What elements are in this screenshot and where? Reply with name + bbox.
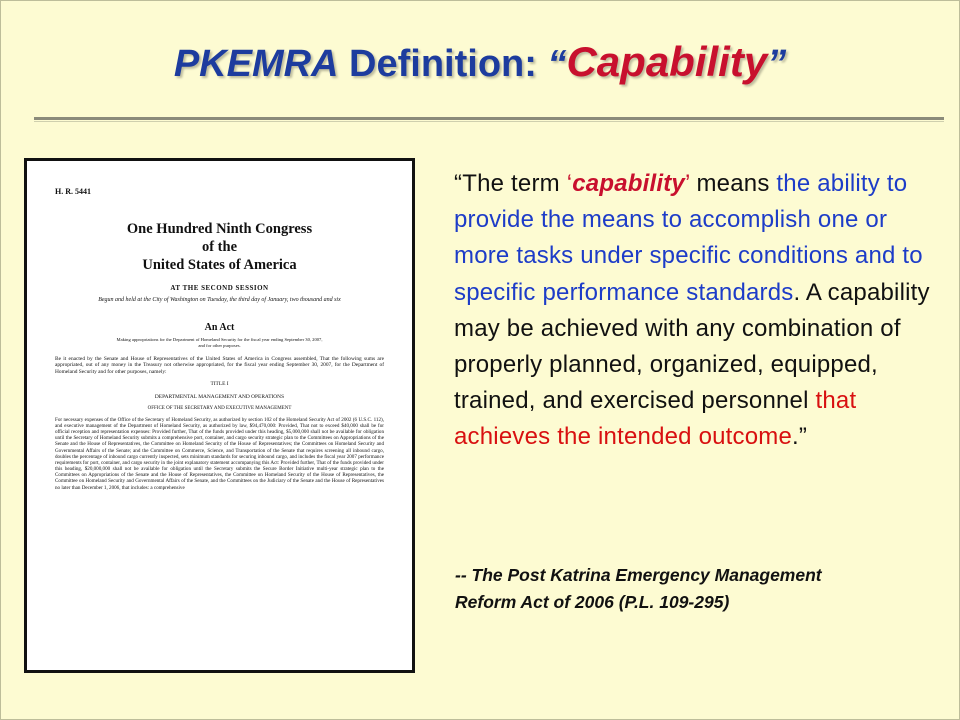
title-i-heading: TITLE I [210, 380, 229, 387]
title-divider-shadow [34, 121, 944, 122]
title-definition: Definition: [338, 43, 548, 85]
definition-means: means [689, 170, 777, 197]
begun-line: Begun and held at the City of Washington on Tuesday, the third day of January, two thousand and six [98, 297, 341, 303]
definition-blue-text: the ability to provide the means to accomplish one or more tasks under specific conditions and to specific performance standards [454, 170, 923, 306]
definition-open-tick: ‘ [566, 170, 573, 197]
definition-open-quote: “ [454, 170, 463, 197]
office-heading: OFFICE OF THE SECRETARY AND EXECUTIVE MANAGEMENT [147, 405, 292, 411]
bill-number: H. R. 5441 [55, 187, 91, 196]
congress-line-3: United States of America [142, 257, 297, 273]
session-line: AT THE SECOND SESSION [170, 284, 269, 292]
definition-attribution: -- The Post Katrina Emergency Management Reform Act of 2006 (P.L. 109-295) [455, 565, 822, 612]
congress-line-2: of the [201, 239, 238, 255]
title-capability: Capability [566, 38, 768, 85]
title-divider [34, 117, 944, 120]
act-heading: An Act [204, 322, 235, 333]
definition-middle-text: . A capability may be achieved with any combination of properly planned, organized, equipped, trained, and exercised personnel [454, 278, 930, 415]
definition-the-term: The term [462, 170, 567, 197]
enacting-clause: Be it enacted by the Senate and House of Representatives of the United States of America in Congress assembled, That the following sums are appropriated, out of any money in the Treasury not otherwise appropriated, for the fiscal year ending September 30, 2007, for the Department of Homeland Security and for other purposes, namely: [55, 356, 384, 375]
bill-body-text: For necessary expenses of the Office of the Secretary of Homeland Security, as authorized by section 102 of the Homeland Security Act of 2002 (6 U.S.C. 112), and executive management of the Department of Homeland Security, as authorized by law, $94,470,000: Provided, That not to exceed $40,000 shall be for official reception and representation expenses: Provided further, That of the funds provided under this heading, $5,000,000 shall not be available for obligation until the Secretary of Homeland Security submits a comprehensive port, container, and cargo security strategic plan to the Committees on Appropriations of the Senate and the House of Representatives, the Committee on Homeland Security of the House of Representatives; the Committees on Homeland Security and Governmental Affairs of the Senate; and the Committee on Commerce, Science, and Transportation of the Senate that requires screening all inbound cargo, doubles the percentage of inbound cargo currently inspected, sets minimum standards for securing inbound cargo, and includes the fiscal year 2007 performance requirements for port, container, and cargo security in the joint explanatory statement accompanying this Act: Provided further, That of the funds provided under this heading, $20,000,000 shall not be available for obligation until the Secretary submits the Secure Border Initiative multi-year strategic plan to the Committees on Appropriations of the Senate and the House of Representatives, the Committee on Homeland Security of the House of Representatives, the Committee on Homeland Security and Governmental Affairs of the Senate, and the Committees on the Judiciary of the Senate and the House of Representatives no later than December 1, 2006, that includes: a comprehensive [55, 416, 384, 491]
definition-red-text: that achieves the intended outcome [454, 387, 857, 451]
bill-document-image [24, 158, 415, 673]
definition-term: capability [572, 170, 685, 197]
congress-heading [55, 220, 384, 274]
title-close-quote: ” [767, 43, 787, 85]
definition-end-text: .” [792, 423, 808, 451]
title-acronym: PKEMRA [173, 43, 339, 85]
definition-close-tick: ’ [684, 170, 690, 197]
making-appropriations: Making appropriations for the Department of Homeland Security for the fiscal year ending September 30, 2007, and for other purposes. [116, 337, 323, 348]
slide-title [0, 38, 960, 86]
capability-definition [454, 166, 944, 456]
department-heading: DEPARTMENTAL MANAGEMENT AND OPERATIONS [154, 393, 285, 400]
title-open-quote: “ [547, 43, 567, 85]
congress-line-1: One Hundred Ninth Congress [126, 221, 313, 237]
